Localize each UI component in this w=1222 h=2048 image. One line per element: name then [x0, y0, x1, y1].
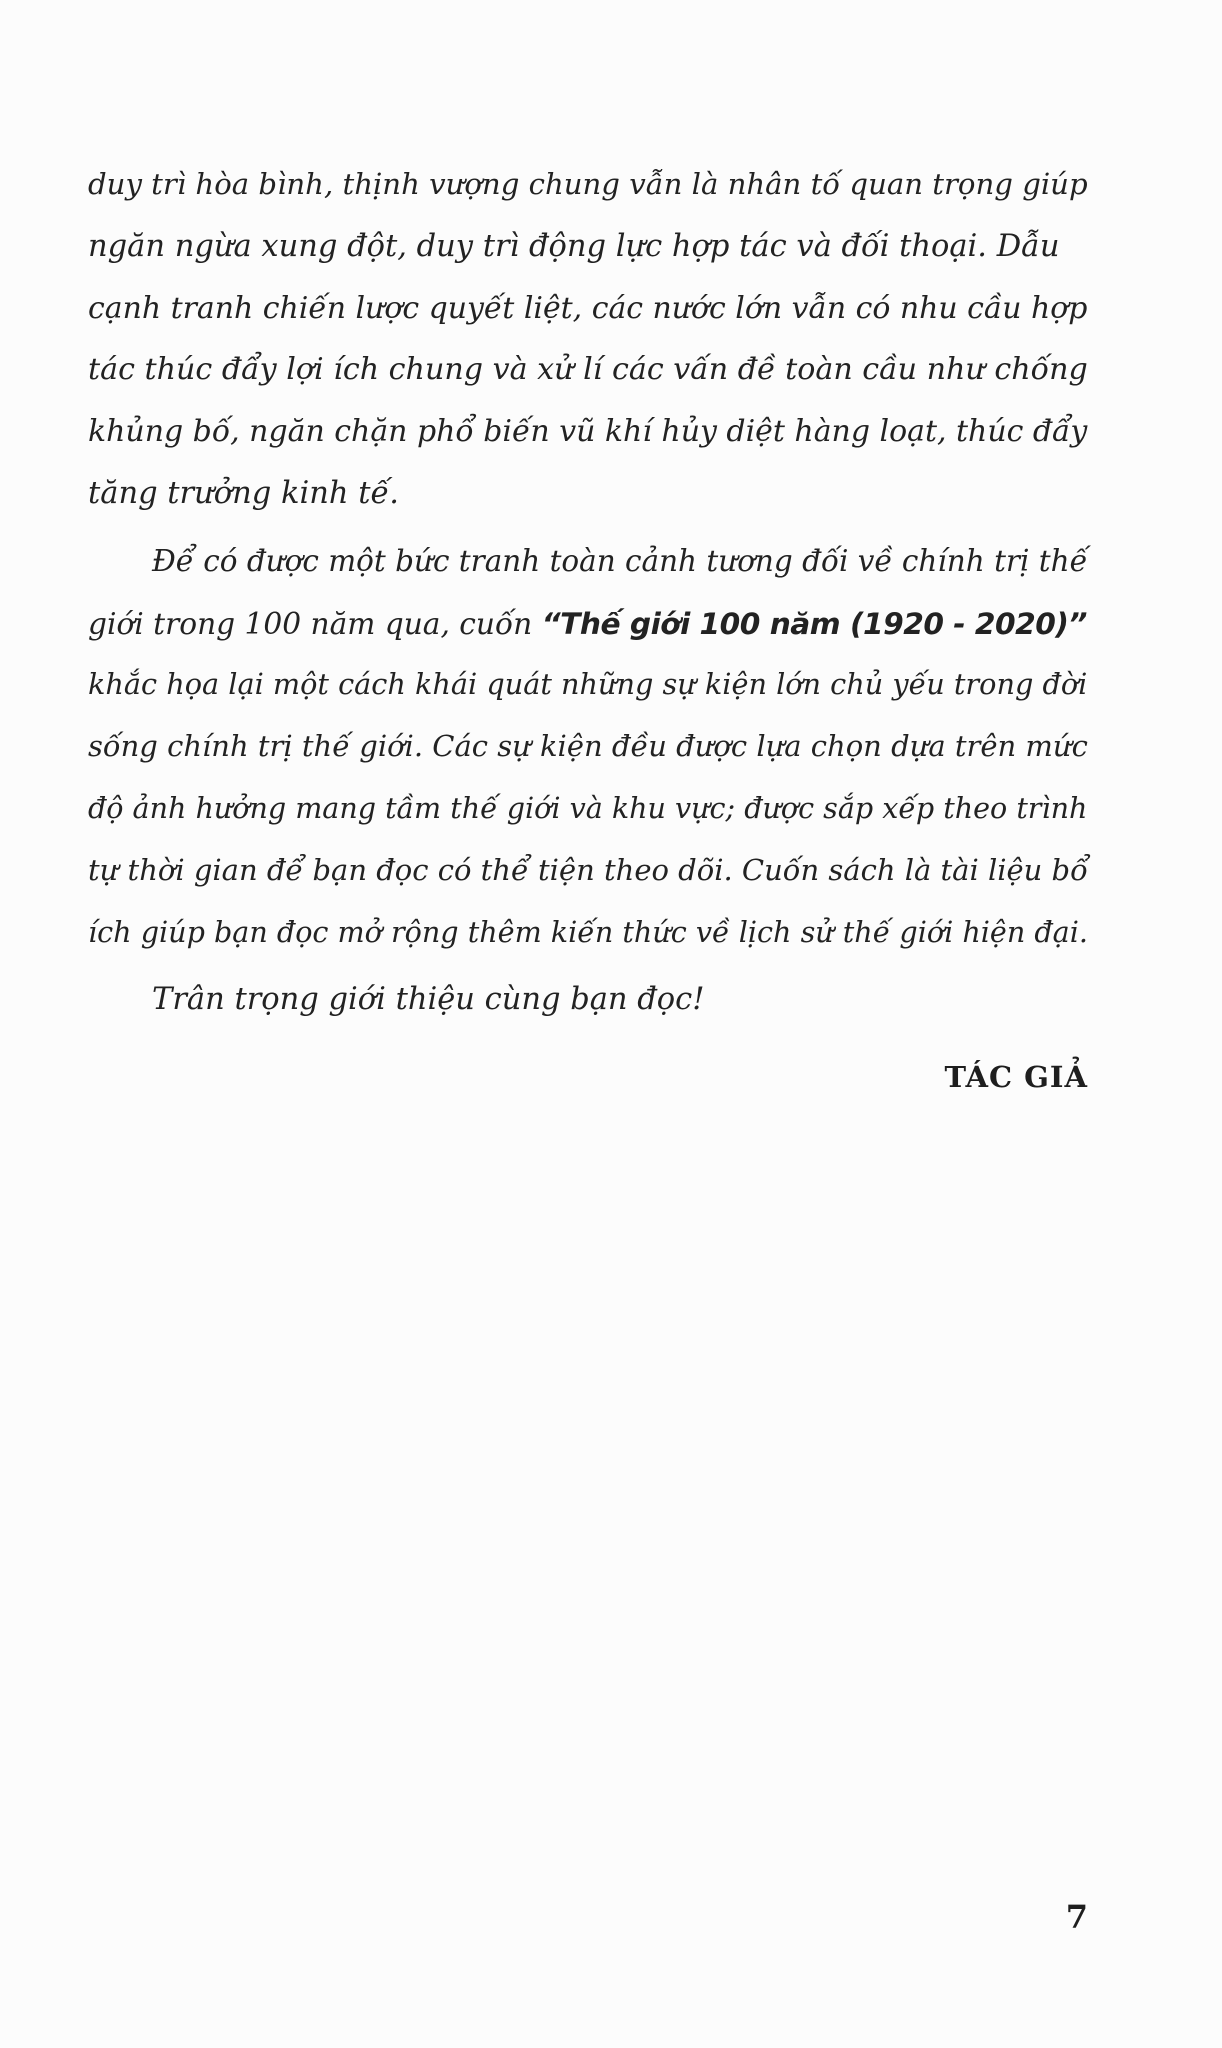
- paragraph-1-line-5: [88, 401, 1088, 463]
- line-text: khủng bố, ngăn chặn phổ biến vũ khí hủy diệt hàng loạt, thúc đẩy: [88, 414, 1088, 450]
- paragraph-2-line-5: [88, 778, 1088, 840]
- paragraph-1-line-3: [88, 278, 1088, 340]
- line-text: giới trong 100 năm qua, cuốn: [88, 605, 542, 641]
- line-text: tự thời gian để bạn đọc có thể tiện theo dõi. Cuốn sách là tài liệu bổ: [88, 852, 1088, 887]
- paragraph-2-line-7: [88, 902, 1088, 964]
- line-text: Trân trọng giới thiệu cùng bạn đọc!: [152, 982, 705, 1018]
- author-signature: TÁC GIẢ: [944, 1060, 1088, 1094]
- paragraph-3-line-1: [88, 969, 1088, 1031]
- line-text: ngăn ngừa xung đột, duy trì động lực hợp tác và đối thoại. Dẫu: [88, 228, 1060, 264]
- paragraph-1-line-2: [88, 216, 1088, 278]
- line-text: cạnh tranh chiến lược quyết liệt, các nước lớn vẫn có nhu cầu hợp: [88, 290, 1088, 326]
- book-title: “Thế giới 100 năm (1920 - 2020)”: [541, 605, 1087, 641]
- line-text: ích giúp bạn đọc mở rộng thêm kiến thức về lịch sử thế giới hiện đại.: [88, 914, 1088, 949]
- line-text: tác thúc đẩy lợi ích chung và xử lí các vấn đề toàn cầu như chống: [88, 352, 1088, 388]
- paragraph-2-line-6: [88, 840, 1088, 902]
- paragraph-1-line-4: [88, 339, 1088, 401]
- paragraph-2-line-3: [88, 654, 1088, 716]
- line-text: độ ảnh hưởng mang tầm thế giới và khu vực; được sắp xếp theo trình: [88, 790, 1088, 825]
- line-text: Để có được một bức tranh toàn cảnh tương đối về chính trị thế: [152, 543, 1088, 578]
- line-text: tăng trưởng kinh tế.: [88, 475, 399, 511]
- paragraph-1-line-1: [88, 154, 1088, 216]
- paragraph-2-line-4: [88, 716, 1088, 778]
- paragraph-1-line-6: [88, 463, 1088, 525]
- body-text: [88, 154, 1088, 1031]
- line-text: duy trì hòa bình, thịnh vượng chung vẫn là nhân tố quan trọng giúp: [88, 167, 1088, 201]
- page-number: 7: [1065, 1898, 1088, 1936]
- line-text: khắc họa lại một cách khái quát những sự kiện lớn chủ yếu trong đời: [88, 667, 1088, 702]
- paragraph-2-line-2: [88, 593, 1088, 655]
- paragraph-2-line-1: [88, 531, 1088, 593]
- line-text: sống chính trị thế giới. Các sự kiện đều được lựa chọn dựa trên mức: [88, 729, 1088, 764]
